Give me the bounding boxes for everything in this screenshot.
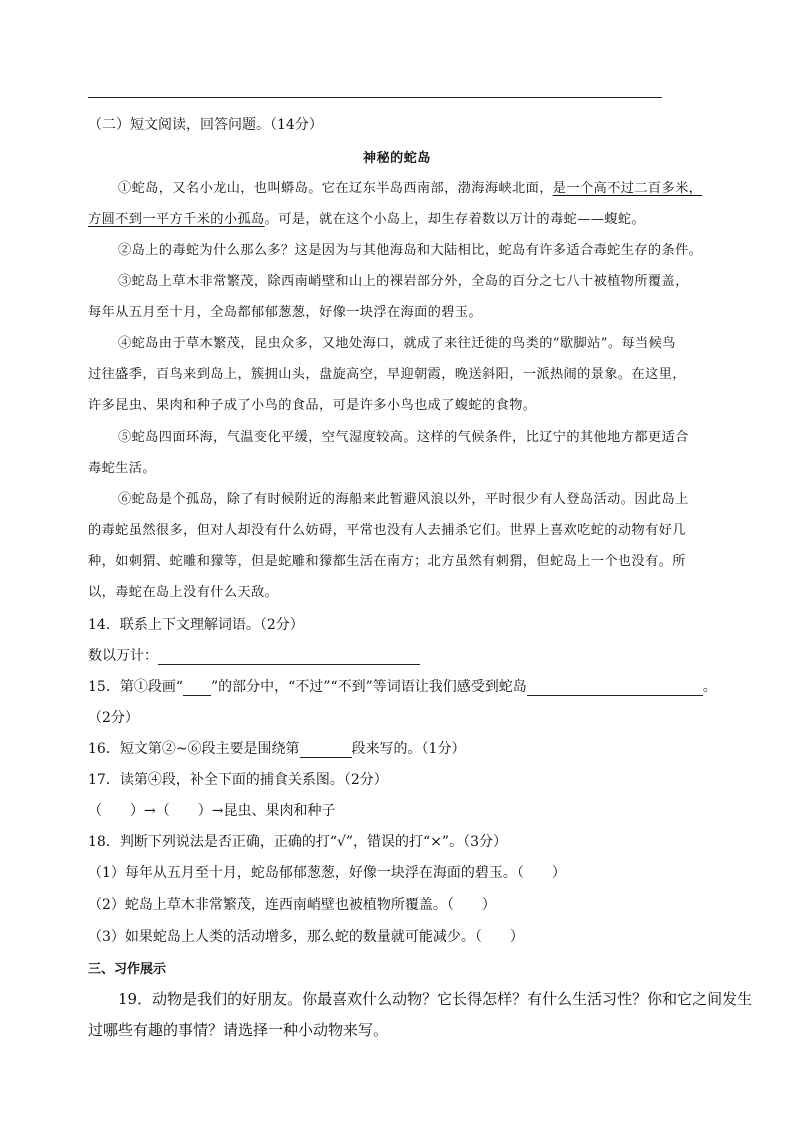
question-19-line-1: 19．动物是我们的好朋友。你最喜欢什么动物？它长得怎样？有什么生活习性？你和它之间发生 bbox=[118, 990, 753, 1008]
p1-underlined-a: 是一个高不过二百多米， bbox=[552, 181, 703, 196]
question-18-item-3[interactable]: （3）如果蛇岛上人类的活动增多，那么蛇的数量就可能减少。（ ） bbox=[88, 929, 524, 945]
q16-blank[interactable] bbox=[300, 742, 352, 758]
q15-blank-1[interactable] bbox=[183, 680, 211, 696]
p1-text-d: 。可是，就在这个小岛上，却生存着数以万计的毒蛇——蝮蛇。 bbox=[264, 212, 646, 227]
paragraph-3-line-2: 每年从五月至十月，全岛都郁郁葱葱，好像一块浮在海面的碧玉。 bbox=[88, 305, 483, 320]
top-divider bbox=[88, 97, 662, 98]
paragraph-6-line-2: 的毒蛇虽然很多，但对人却没有什么妨碍，平常也没有人去捕杀它们。世界上喜欢吃蛇的动物有好几 bbox=[88, 523, 686, 538]
paragraph-4-line-1: ④蛇岛由于草木繁茂，昆虫众多，又地处海口，就成了来往迁徙的鸟类的“歇脚站”。每当候鸟 bbox=[118, 336, 676, 351]
q15-text-a: 15．第①段画“ bbox=[88, 679, 183, 695]
question-14: 14．联系上下文理解词语。（2分） bbox=[88, 617, 304, 633]
question-18-item-2[interactable]: （2）蛇岛上草木非常繁茂，连西南峭壁也被植物所覆盖。（ ） bbox=[88, 897, 496, 913]
p1-underlined-b: 方圆不到一平方千米的小孤岛 bbox=[88, 212, 265, 227]
q15-blank-2[interactable] bbox=[527, 680, 703, 696]
question-18: 18．判断下列说法是否正确，正确的打“√”，错误的打“×”。（3分） bbox=[88, 834, 508, 850]
question-17-chain[interactable]: （ ）→（ ）→昆虫、果肉和种子 bbox=[88, 803, 336, 819]
paragraph-5-line-2: 毒蛇生活。 bbox=[88, 461, 156, 476]
p1-text-a: ①蛇岛，又名小龙山，也叫蟒岛。它在辽东半岛西南部，渤海海峡北面， bbox=[118, 181, 553, 196]
question-15 bbox=[88, 676, 717, 696]
question-19-line-2: 过哪些有趣的事情？请选择一种小动物来写。 bbox=[88, 1021, 389, 1039]
question-16 bbox=[88, 738, 465, 758]
paragraph-2: ②岛上的毒蛇为什么那么多？这是因为与其他海岛和大陆相比，蛇岛有许多适合毒蛇生存的条件。 bbox=[118, 243, 703, 258]
question-18-item-1[interactable]: （1）每年从五月至十月，蛇岛郁郁葱葱，好像一块浮在海面的碧玉。（ ） bbox=[88, 865, 566, 881]
q15-text-c: 。 bbox=[702, 679, 717, 695]
paragraph-5-line-1: ⑤蛇岛四面环海，气温变化平缓，空气湿度较高。这样的气候条件，比辽宁的其他地方都更适合 bbox=[118, 430, 689, 445]
q15-text-b: ”的部分中，“不过”“不到”等词语让我们感受到蛇岛 bbox=[210, 679, 527, 695]
q14-term-label: 数以万计： bbox=[88, 648, 158, 664]
paragraph-1-line-1 bbox=[118, 177, 702, 196]
question-14-term bbox=[88, 645, 420, 665]
q16-text-a: 16．短文第②~⑥段主要是围绕第 bbox=[88, 741, 300, 757]
passage-title: 神秘的蛇岛 bbox=[362, 151, 431, 166]
paragraph-6-line-4: 以，毒蛇在岛上没有什么天敌。 bbox=[88, 585, 279, 600]
paragraph-4-line-2: 过往盛季，百鸟来到岛上，簇拥山头，盘旋高空，早迎朝霞，晚送斜阳，一派热闹的景象。在这里， bbox=[88, 367, 686, 382]
paragraph-1-line-2 bbox=[88, 208, 645, 227]
paragraph-4-line-3: 许多昆虫、果肉和种子成了小鸟的食品，可是许多小鸟也成了蝮蛇的食物。 bbox=[88, 398, 537, 413]
paragraph-6-line-1: ⑥蛇岛是个孤岛，除了有时候附近的海船来此暂避风浪以外，平时很少有人登岛活动。因此岛上 bbox=[118, 492, 689, 507]
q14-answer-blank[interactable] bbox=[158, 649, 420, 665]
section-header: （二）短文阅读，回答问题。（14分） bbox=[88, 117, 323, 133]
question-15-score: （2分） bbox=[88, 710, 139, 726]
paragraph-6-line-3: 种，如刺猬、蛇雕和獴等，但是蛇雕和獴都生活在南方；北方虽然有刺猬，但蛇岛上一个也没有。所 bbox=[88, 554, 686, 569]
question-17: 17．读第④段，补全下面的捕食关系图。（2分） bbox=[88, 772, 388, 788]
paragraph-3-line-1: ③蛇岛上草木非常繁茂，除西南峭壁和山上的裸岩部分外，全岛的百分之七八十被植物所覆盖， bbox=[118, 274, 689, 289]
q16-text-b: 段来写的。（1分） bbox=[351, 741, 466, 757]
section-3-header: 三、习作展示 bbox=[88, 962, 167, 977]
